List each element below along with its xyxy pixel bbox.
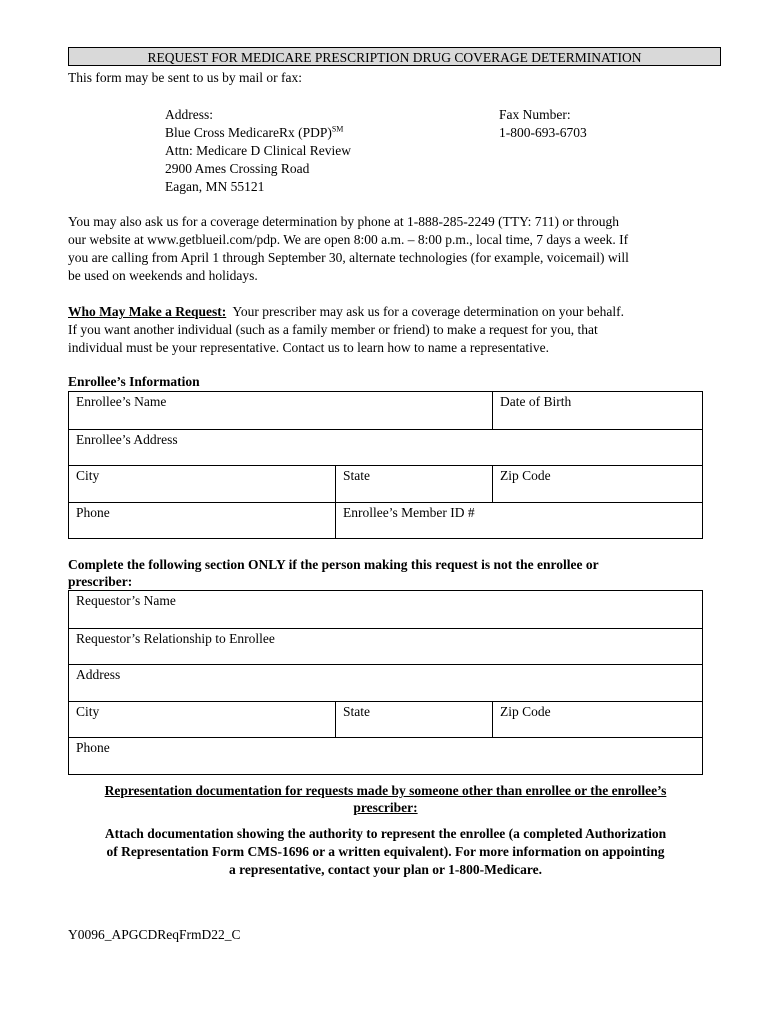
date-of-birth-label: Date of Birth <box>500 394 572 409</box>
who-may-line: Your prescriber may ask us for a coverage determination on your behalf. <box>232 304 624 319</box>
requestor-relationship-field[interactable] <box>69 629 702 664</box>
who-may-request-heading: Who May Make a Request: <box>68 304 227 319</box>
enrollee-table <box>68 391 703 539</box>
requestor-zip-field[interactable] <box>492 702 702 737</box>
address-label: Address: <box>165 107 213 122</box>
requestor-address-field[interactable] <box>69 665 702 701</box>
city-label: City <box>76 468 100 483</box>
contact-line: You may also ask us for a coverage determination by phone at 1-888-285-2249 (TTY: 711) or through <box>68 214 620 229</box>
representation-instructions: Attach documentation showing the authority to represent the enrollee (a completed Authorization of Representation Form CMS-1696 or a written equivalent). For more information on appointing a representative, contact your plan or 1-800-Medicare. <box>104 826 667 877</box>
who-may-line: individual must be your representative. Contact us to learn how to name a representative. <box>68 340 549 355</box>
requestor-phone-field[interactable] <box>69 738 702 774</box>
enrollee-name-label: Enrollee’s Name <box>76 394 167 409</box>
contact-line: you are calling from April 1 through September 30, alternate technologies (for example, voicemail) will <box>68 250 629 265</box>
address-line-1: Blue Cross MedicareRx (PDP)℠ <box>165 124 344 140</box>
enrollee-heading: Enrollee’s Information <box>68 374 200 389</box>
fax-number: 1-800-693-6703 <box>499 125 587 140</box>
address-line-3: 2900 Ames Crossing Road <box>165 161 310 176</box>
fax-label: Fax Number: <box>499 107 571 122</box>
phone-label: Phone <box>76 740 110 755</box>
zip-label: Zip Code <box>500 468 551 483</box>
requestor-city-field[interactable] <box>69 702 335 737</box>
requestor-name-field[interactable] <box>69 591 702 628</box>
city-label: City <box>76 704 100 719</box>
service-mark: SM <box>331 124 344 134</box>
enrollee-state-field[interactable] <box>335 466 492 502</box>
representation-heading: Representation documentation for requests made by someone other than enrollee or the enrollee’s prescriber: <box>104 783 667 815</box>
date-of-birth-field[interactable] <box>492 392 702 429</box>
enrollee-address-field[interactable] <box>69 430 702 465</box>
requestor-name-label: Requestor’s Name <box>76 593 176 608</box>
form-title: REQUEST FOR MEDICARE PRESCRIPTION DRUG COVERAGE DETERMINATION <box>68 47 721 66</box>
enrollee-name-field[interactable] <box>69 392 492 429</box>
state-label: State <box>343 704 370 719</box>
zip-label: Zip Code <box>500 704 551 719</box>
contact-line: our website at www.getblueil.com/pdp. We are open 8:00 a.m. – 8:00 p.m., local time, 7 days a week. If <box>68 232 629 247</box>
enrollee-address-label: Enrollee’s Address <box>76 432 178 447</box>
phone-label: Phone <box>76 505 110 520</box>
requestor-table <box>68 590 703 775</box>
contact-line: be used on weekends and holidays. <box>68 268 258 283</box>
requestor-state-field[interactable] <box>335 702 492 737</box>
enrollee-city-field[interactable] <box>69 466 335 502</box>
contact-paragraph <box>68 213 708 285</box>
form-code: Y0096_APGCDReqFrmD22_C <box>68 927 241 942</box>
requestor-heading: Complete the following section ONLY if the person making this request is not the enrollee or prescriber: <box>68 557 599 589</box>
state-label: State <box>343 468 370 483</box>
enrollee-zip-field[interactable] <box>492 466 702 502</box>
requestor-relationship-label: Requestor’s Relationship to Enrollee <box>76 631 275 646</box>
enrollee-phone-field[interactable] <box>69 503 335 538</box>
member-id-field[interactable] <box>335 503 702 538</box>
address-label: Address <box>76 667 121 682</box>
address-line-4: Eagan, MN 55121 <box>165 179 265 194</box>
address-line-2: Attn: Medicare D Clinical Review <box>165 143 351 158</box>
member-id-label: Enrollee’s Member ID # <box>343 505 475 520</box>
who-may-line: If you want another individual (such as a family member or friend) to make a request for you, that <box>68 322 598 337</box>
intro-text: This form may be sent to us by mail or fax: <box>68 70 302 85</box>
who-may-request-section <box>68 303 708 357</box>
